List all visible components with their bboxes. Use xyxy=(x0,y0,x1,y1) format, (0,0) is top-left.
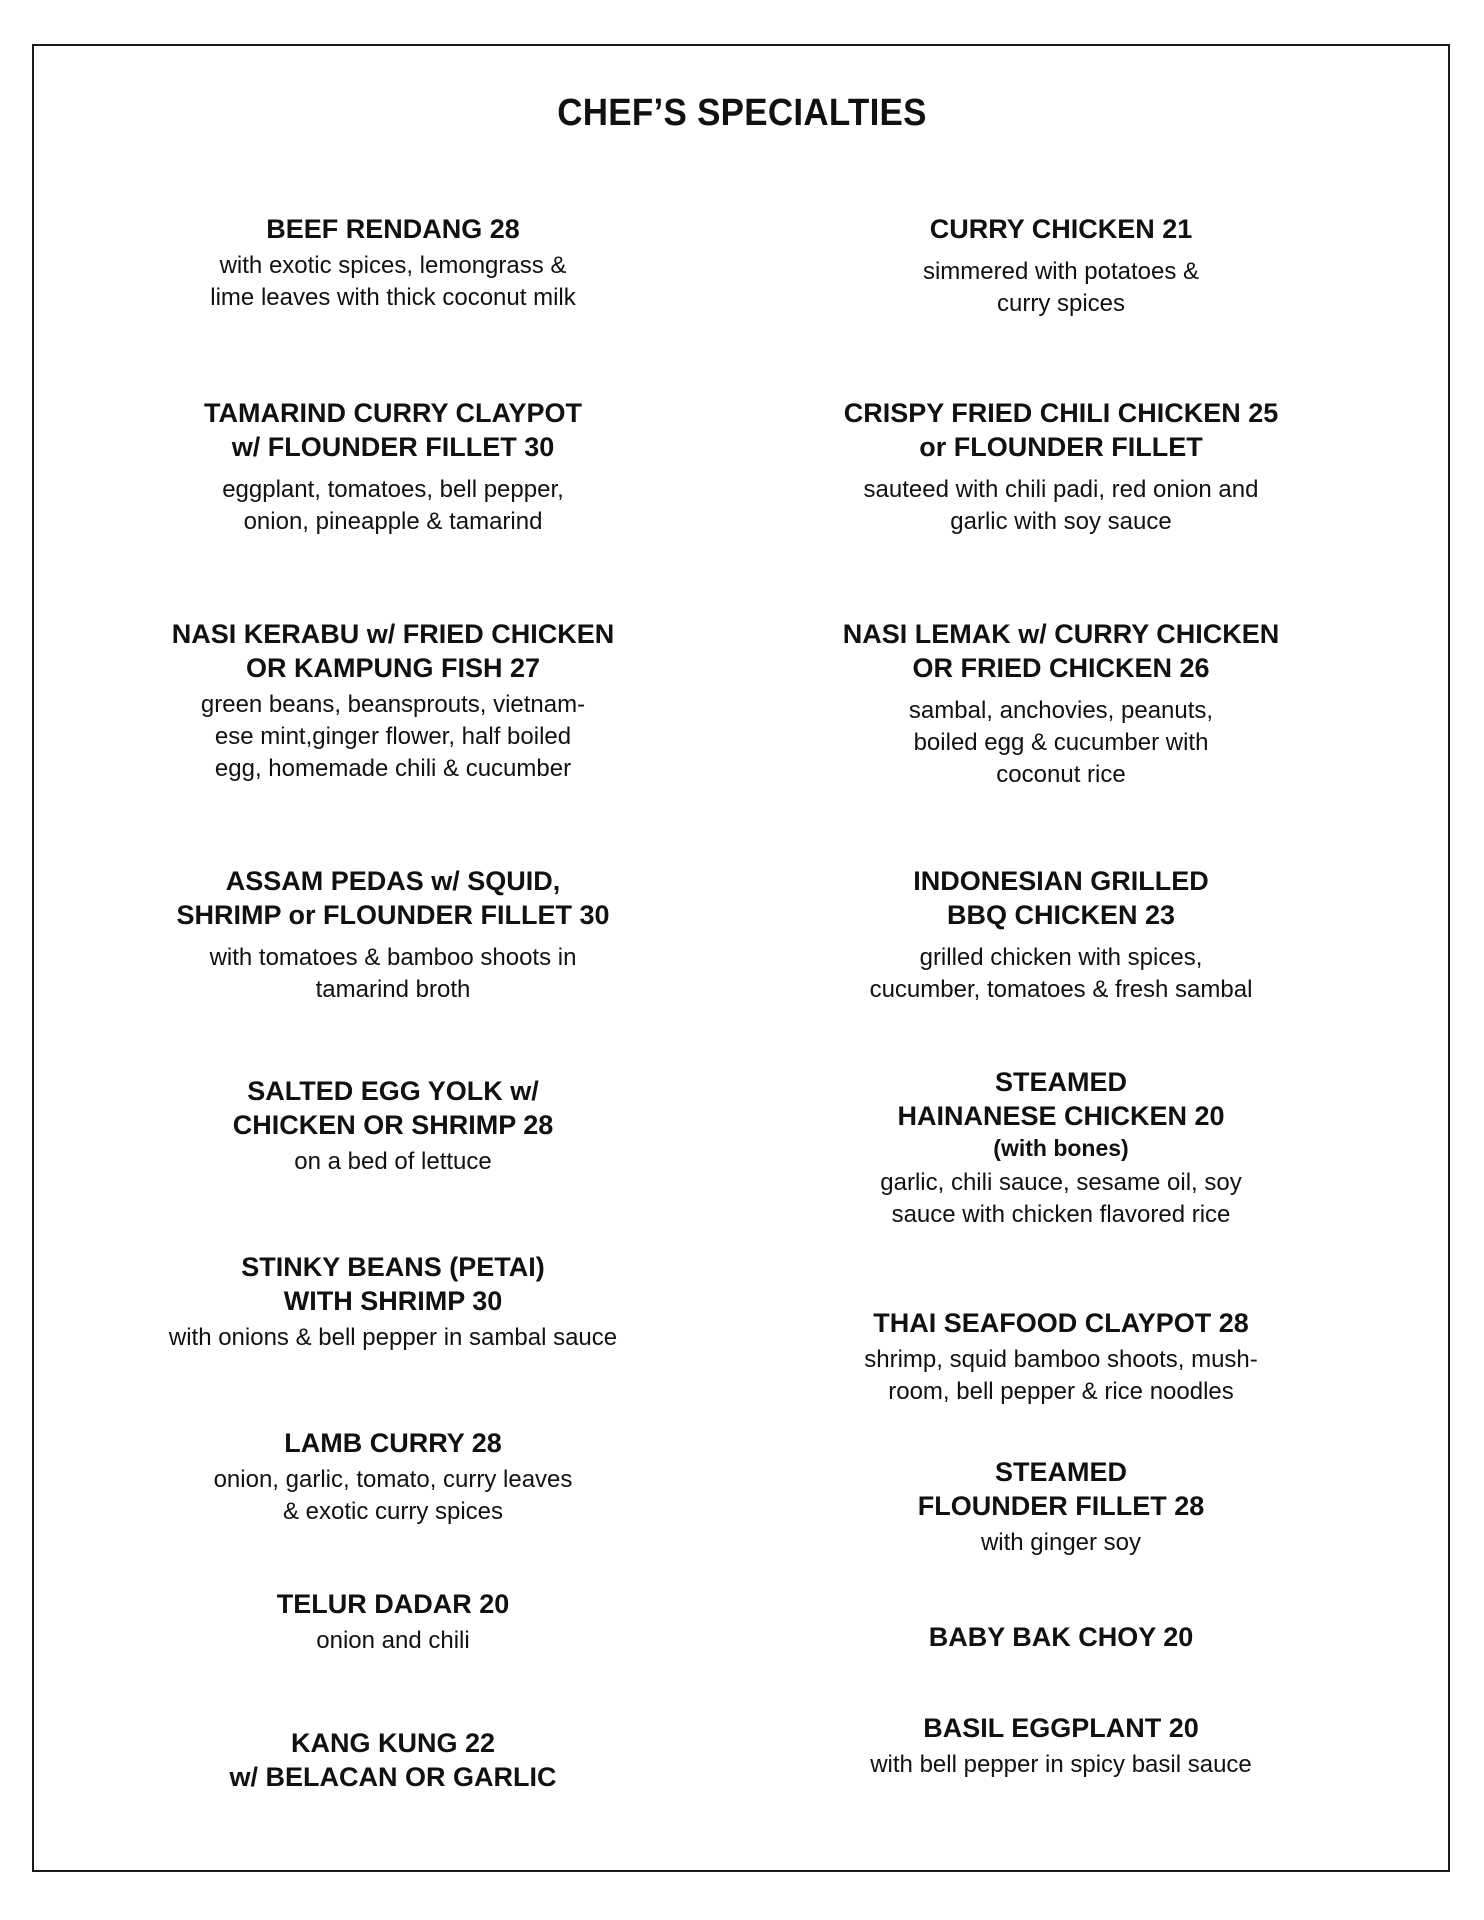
item-description: on a bed of lettuce xyxy=(294,1148,492,1175)
item-name: CURRY CHICKEN 21 xyxy=(929,214,1193,244)
item-name: THAI SEAFOOD CLAYPOT 28 xyxy=(873,1308,1249,1338)
item-name: TELUR DADAR 20 xyxy=(276,1589,510,1619)
item-name: STINKY BEANS (PETAI) WITH SHRIMP 30 xyxy=(241,1252,545,1316)
item-name: STEAMED FLOUNDER FILLET 28 xyxy=(917,1457,1205,1521)
page-title: CHEF’S SPECIALTIES xyxy=(557,92,927,134)
item-name: CRISPY FRIED CHILI CHICKEN 25 or FLOUNDER FILLET xyxy=(843,398,1279,462)
item-description: with ginger soy xyxy=(980,1529,1142,1556)
menu-item-nasi-lemak xyxy=(781,617,1341,791)
menu-item-assam-pedas xyxy=(113,864,673,1006)
menu-item-indonesian-grilled-bbq-chicken xyxy=(781,864,1341,1006)
menu-item-baby-bak-choy xyxy=(781,1620,1341,1654)
menu-item-salted-egg-yolk xyxy=(113,1074,673,1178)
item-description: with exotic spices, lemongrass & lime leaves with thick coconut milk xyxy=(210,252,576,311)
item-name: BEEF RENDANG 28 xyxy=(266,214,520,244)
item-name: INDONESIAN GRILLED BBQ CHICKEN 23 xyxy=(913,866,1209,930)
item-description: garlic, chili sauce, sesame oil, soy sauce with chicken flavored rice xyxy=(880,1169,1242,1228)
item-name: BASIL EGGPLANT 20 xyxy=(923,1713,1199,1743)
item-description: sambal, anchovies, peanuts, boiled egg & cucumber with coconut rice xyxy=(908,697,1214,788)
item-name: KANG KUNG 22 w/ BELACAN OR GARLIC xyxy=(229,1728,557,1792)
menu-item-beef-rendang xyxy=(113,212,673,314)
menu-item-kang-kung xyxy=(113,1726,673,1794)
menu-item-basil-eggplant xyxy=(781,1711,1341,1781)
item-name: BABY BAK CHOY 20 xyxy=(928,1622,1194,1652)
menu-item-telur-dadar xyxy=(113,1587,673,1657)
item-name: ASSAM PEDAS w/ SQUID, SHRIMP or FLOUNDER FILLET 30 xyxy=(176,866,610,930)
menu-item-steamed-hainanese-chicken xyxy=(781,1065,1341,1231)
menu-item-crispy-fried-chili-chicken xyxy=(781,396,1341,538)
item-description: with bell pepper in spicy basil sauce xyxy=(870,1751,1252,1778)
menu-item-steamed-flounder-fillet xyxy=(781,1455,1341,1559)
menu-item-curry-chicken xyxy=(781,212,1341,320)
item-description: eggplant, tomatoes, bell pepper, onion, pineapple & tamarind xyxy=(222,476,564,535)
item-description: grilled chicken with spices, cucumber, tomatoes & fresh sambal xyxy=(869,944,1253,1003)
item-description: with onions & bell pepper in sambal sauce xyxy=(168,1324,618,1351)
item-description: onion, garlic, tomato, curry leaves & exotic curry spices xyxy=(213,1466,573,1525)
item-description: simmered with potatoes & curry spices xyxy=(922,258,1200,317)
item-description: green beans, beansprouts, vietnam- ese mint,ginger flower, half boiled egg, homemade chili & cucumber xyxy=(200,691,586,782)
item-name: TAMARIND CURRY CLAYPOT w/ FLOUNDER FILLET 30 xyxy=(203,398,582,462)
item-name: NASI LEMAK w/ CURRY CHICKEN OR FRIED CHICKEN 26 xyxy=(842,619,1280,683)
menu-item-nasi-kerabu xyxy=(113,617,673,785)
item-description: shrimp, squid bamboo shoots, mush- room, bell pepper & rice noodles xyxy=(864,1346,1258,1405)
menu-item-lamb-curry xyxy=(113,1426,673,1528)
item-name: STEAMED HAINANESE CHICKEN 20 xyxy=(897,1067,1225,1131)
item-name: SALTED EGG YOLK w/ CHICKEN OR SHRIMP 28 xyxy=(232,1076,554,1140)
item-note: (with bones) xyxy=(993,1135,1129,1161)
menu-item-thai-seafood-claypot xyxy=(781,1306,1341,1408)
menu-item-tamarind-curry-claypot xyxy=(113,396,673,538)
menu-item-stinky-beans xyxy=(113,1250,673,1354)
item-description: with tomatoes & bamboo shoots in tamarind broth xyxy=(209,944,577,1003)
item-name: LAMB CURRY 28 xyxy=(284,1428,502,1458)
item-description: onion and chili xyxy=(316,1627,470,1654)
item-name: NASI KERABU w/ FRIED CHICKEN OR KAMPUNG FISH 27 xyxy=(171,619,615,683)
item-description: sauteed with chili padi, red onion and garlic with soy sauce xyxy=(863,476,1259,535)
